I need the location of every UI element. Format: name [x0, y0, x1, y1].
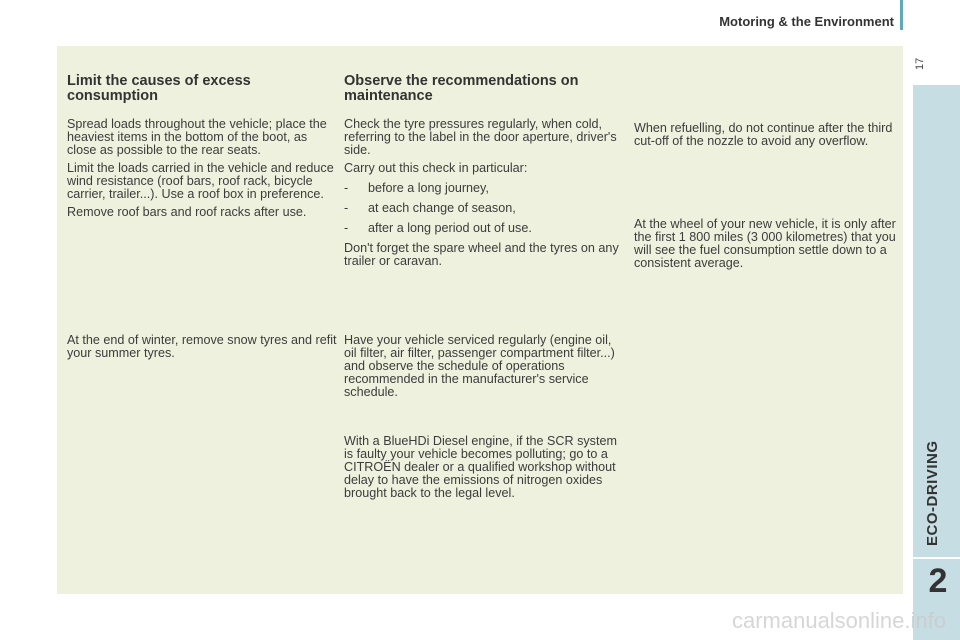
paragraph-tyre-pressures: Check the tyre pressures regularly, when cold, referring to the label in the door aperture, driver's side. — [344, 117, 617, 157]
paragraph-bluehdi: With a BlueHDi Diesel engine, if the SCR system is faulty your vehicle becomes polluting; go to a CITROËN dealer or a qualified workshop without delay to have the emissions of nitrogen oxides brought back to the legal level. — [344, 434, 617, 500]
column-1-top — [67, 74, 337, 224]
header-divider — [900, 0, 903, 30]
paragraph-refuelling: When refuelling, do not continue after the third cut-off of the nozzle to avoid any overflow. — [634, 121, 893, 148]
page-header-title: Motoring & the Environment — [719, 14, 894, 29]
paragraph-check-lead: Carry out this check in particular: — [344, 161, 528, 175]
paragraph-spare-wheel: Don't forget the spare wheel and the tyres on any trailer or caravan. — [344, 241, 619, 268]
column-3-top — [634, 122, 899, 153]
paragraph-spread-loads: Spread loads throughout the vehicle; place the heaviest items in the bottom of the boot, as close as possible to the rear seats. — [67, 117, 327, 157]
watermark: carmanualsonline.info — [731, 608, 946, 633]
paragraph-winter-tyres: At the end of winter, remove snow tyres and refit your summer tyres. — [67, 333, 337, 360]
column-3-bottom — [634, 218, 899, 275]
list-item: - at each change of season, — [344, 201, 516, 215]
column-2-top — [344, 74, 619, 273]
paragraph-remove-roof-bars: Remove roof bars and roof racks after use. — [67, 205, 307, 219]
chapter-number: 2 — [928, 562, 948, 600]
section-label: ECO-DRIVING — [924, 440, 941, 546]
section-divider — [913, 557, 960, 559]
column-2-bottom — [344, 435, 619, 505]
column-1-bottom — [67, 334, 337, 365]
list-item: - after a long period out of use. — [344, 221, 532, 235]
paragraph-new-vehicle: At the wheel of your new vehicle, it is only after the first 1 800 miles (3 000 kilometres) that you will see the fuel consumption settle down to a consistent average. — [634, 217, 896, 270]
list-item-text: before a long journey, — [368, 181, 489, 195]
page-number: 17 — [914, 57, 926, 70]
list-item-text: at each change of season, — [368, 201, 516, 215]
column-2-middle — [344, 334, 619, 404]
paragraph-servicing: Have your vehicle serviced regularly (engine oil, oil filter, air filter, passenger compartment filter...) and observe the schedule of operations recommended in the manufacturer's service schedule. — [344, 333, 615, 399]
list-item: - before a long journey, — [344, 181, 489, 195]
paragraph-limit-loads: Limit the loads carried in the vehicle and reduce wind resistance (roof bars, roof rack, bicycle carrier, trailer...). Use a roof box in preference. — [67, 161, 334, 201]
heading-maintenance: Observe the recommendations on maintenance — [344, 73, 579, 104]
list-item-text: after a long period out of use. — [368, 221, 532, 235]
heading-excess-consumption: Limit the causes of excess consumption — [67, 73, 251, 104]
